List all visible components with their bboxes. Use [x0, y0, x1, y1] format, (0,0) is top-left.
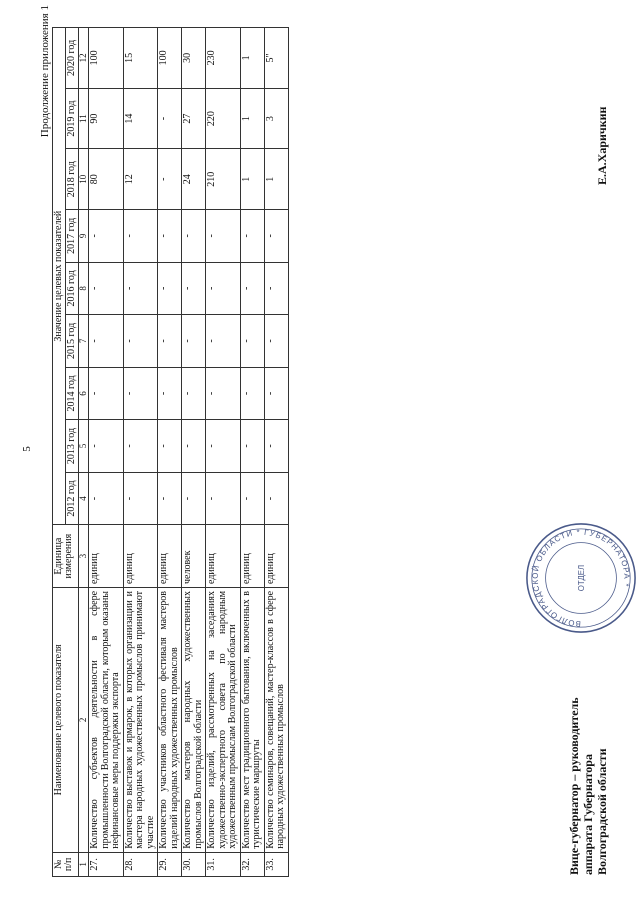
- indicator-value: -: [89, 420, 124, 473]
- signature-title-line: Вице-губернатор – руководитель: [567, 697, 581, 875]
- header-year: 2013 год: [66, 420, 79, 473]
- indicator-value: 230: [206, 28, 241, 89]
- indicator-value: -: [123, 420, 158, 473]
- indicator-value: 1: [240, 149, 264, 210]
- column-number: 1: [79, 852, 89, 876]
- column-number: 10: [79, 149, 89, 210]
- indicator-value: -: [158, 420, 182, 473]
- indicator-value: -: [123, 472, 158, 525]
- indicator-value: 220: [206, 88, 241, 149]
- row-number: 27.: [89, 852, 124, 876]
- indicator-value: -: [158, 367, 182, 420]
- indicator-value: -: [206, 420, 241, 473]
- indicator-value: -: [182, 262, 206, 315]
- indicator-value: 27: [182, 88, 206, 149]
- indicator-value: -: [264, 367, 288, 420]
- table-row: [240, 28, 264, 877]
- indicator-name: Количество выставок и ярмарок, в которых организации и мастера народных художественных промыслов принимают участие: [123, 587, 158, 852]
- indicator-value: -: [240, 210, 264, 263]
- indicator-value: 14: [123, 88, 158, 149]
- column-number: 11: [79, 88, 89, 149]
- column-number: 6: [79, 367, 89, 420]
- indicator-value: -: [89, 262, 124, 315]
- indicator-value: -: [89, 315, 124, 368]
- indicator-name: Количество семинаров, совещаний, мастер-классов в сфере народных художественных промыслов: [264, 587, 288, 852]
- header-year: 2015 год: [66, 315, 79, 368]
- indicator-value: -: [264, 420, 288, 473]
- indicator-value: 90: [89, 88, 124, 149]
- indicator-value: -: [123, 210, 158, 263]
- indicator-value: -: [182, 367, 206, 420]
- table-row: [206, 28, 241, 877]
- indicator-value: 1: [240, 28, 264, 89]
- page-number: 5: [21, 446, 33, 452]
- column-number: 5: [79, 420, 89, 473]
- stamp-center-text: ОТДЕЛ: [576, 564, 586, 592]
- column-number: 4: [79, 472, 89, 525]
- header-year: 2014 год: [66, 367, 79, 420]
- indicator-value: -: [206, 367, 241, 420]
- indicator-value: -: [264, 210, 288, 263]
- indicator-value: 100: [89, 28, 124, 89]
- indicator-value: 5": [264, 28, 288, 89]
- indicator-value: -: [123, 262, 158, 315]
- indicator-value: -: [240, 315, 264, 368]
- indicator-value: 100: [158, 28, 182, 89]
- indicator-value: -: [89, 210, 124, 263]
- row-number: 29.: [158, 852, 182, 876]
- indicator-value: -: [158, 149, 182, 210]
- indicator-value: -: [158, 315, 182, 368]
- column-number: 7: [79, 315, 89, 368]
- indicator-value: 1: [264, 149, 288, 210]
- indicator-value: -: [264, 472, 288, 525]
- indicator-value: -: [89, 472, 124, 525]
- indicator-value: -: [182, 210, 206, 263]
- indicator-value: -: [206, 262, 241, 315]
- indicator-value: -: [264, 315, 288, 368]
- indicator-value: -: [158, 88, 182, 149]
- column-number-row: [79, 28, 89, 877]
- indicators-table: [52, 27, 289, 877]
- column-number: 9: [79, 210, 89, 263]
- unit-of-measure: единиц: [264, 525, 288, 588]
- table-row: [123, 28, 158, 877]
- unit-of-measure: единиц: [206, 525, 241, 588]
- unit-of-measure: единиц: [158, 525, 182, 588]
- indicator-value: 12: [123, 149, 158, 210]
- indicator-value: 15: [123, 28, 158, 89]
- header-name: Наименование целевого показателя: [53, 587, 79, 852]
- indicator-value: -: [158, 210, 182, 263]
- indicator-value: -: [240, 262, 264, 315]
- indicator-value: 1: [240, 88, 264, 149]
- header-year: 2020 год: [66, 28, 79, 89]
- indicator-value: -: [206, 210, 241, 263]
- row-number: 33.: [264, 852, 288, 876]
- table-row: [264, 28, 288, 877]
- column-number: 3: [79, 525, 89, 588]
- signature-title-line: аппарата Губернатора: [580, 754, 595, 875]
- column-number: 2: [79, 587, 89, 852]
- unit-of-measure: единиц: [123, 525, 158, 588]
- column-number: 8: [79, 262, 89, 315]
- header-values-group: Значение целевых показателей: [53, 28, 66, 525]
- indicator-name: Количество мастеров народных художественных промыслов Волгоградской области: [182, 587, 206, 852]
- signature-title: [568, 615, 609, 875]
- header-year: 2019 год: [66, 88, 79, 149]
- unit-of-measure: единиц: [89, 525, 124, 588]
- signatory-name: Е.А.Харичкин: [595, 106, 609, 185]
- indicator-rows: [89, 28, 289, 877]
- indicator-value: -: [158, 472, 182, 525]
- header-year: 2018 год: [66, 149, 79, 210]
- row-number: 28.: [123, 852, 158, 876]
- header-num: № п/п: [53, 852, 79, 876]
- official-seal-stamp: [522, 519, 640, 637]
- appendix-note: Продолжение приложения 1: [39, 5, 51, 138]
- indicator-value: -: [123, 367, 158, 420]
- table-row: [89, 28, 124, 877]
- indicator-value: -: [240, 420, 264, 473]
- indicator-value: 30: [182, 28, 206, 89]
- row-number: 32.: [240, 852, 264, 876]
- indicator-value: -: [158, 262, 182, 315]
- unit-of-measure: человек: [182, 525, 206, 588]
- header-unit: Единица измерения: [53, 525, 79, 588]
- indicator-name: Количество субъектов деятельности в сфере промышленности Волгоградской области, которым оказаны нефинансовые меры поддержки экспорта: [89, 587, 124, 852]
- indicator-value: -: [206, 315, 241, 368]
- header-year: 2012 год: [66, 472, 79, 525]
- indicator-value: 80: [89, 149, 124, 210]
- unit-of-measure: единиц: [240, 525, 264, 588]
- indicator-value: -: [264, 262, 288, 315]
- header-year: 2016 год: [66, 262, 79, 315]
- stamp-ring-text: ВОЛГОГРАДСКОЙ ОБЛАСТИ * ГУБЕРНАТОРА *: [530, 527, 632, 629]
- table-row: [158, 28, 182, 877]
- indicator-value: -: [123, 315, 158, 368]
- indicator-value: -: [182, 420, 206, 473]
- header-year: 2017 год: [66, 210, 79, 263]
- row-number: 31.: [206, 852, 241, 876]
- signature-title-line: Волгоградской области: [594, 748, 609, 875]
- column-number: 12: [79, 28, 89, 89]
- indicator-name: Количество мест традиционного бытования, включенных в туристические маршруты: [240, 587, 264, 852]
- indicator-value: 3: [264, 88, 288, 149]
- indicator-value: -: [240, 472, 264, 525]
- indicator-value: 210: [206, 149, 241, 210]
- indicator-value: -: [182, 315, 206, 368]
- indicator-value: -: [182, 472, 206, 525]
- indicator-value: -: [240, 367, 264, 420]
- table-row: [182, 28, 206, 877]
- indicator-value: -: [206, 472, 241, 525]
- row-number: 30.: [182, 852, 206, 876]
- indicator-name: Количество участников областного фестиваля мастеров изделий народных художественных промыслов: [158, 587, 182, 852]
- indicator-value: -: [89, 367, 124, 420]
- indicator-value: 24: [182, 149, 206, 210]
- indicator-name: Количество изделий, рассмотренных на заседаниях художественно-экспертного совета по народным художественным промыслам Волгоградской области: [206, 587, 241, 852]
